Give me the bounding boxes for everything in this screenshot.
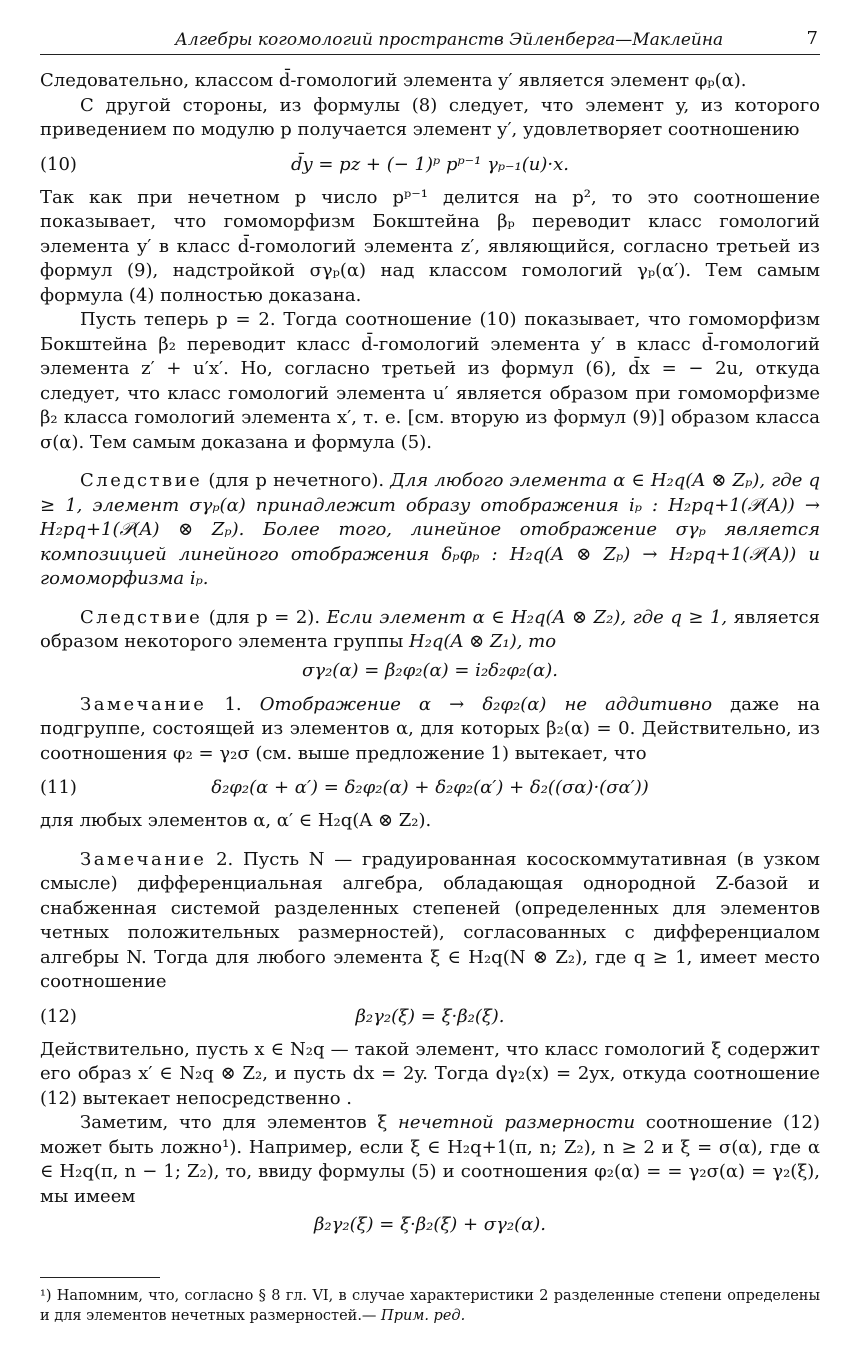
paragraph-6-emphasis: нечетной размерности [398, 1112, 636, 1133]
paragraph-1: Следовательно, классом d̄-гомологий элемента y′ является элемент φₚ(α). [40, 70, 747, 91]
remark-heading: Замечание [80, 848, 207, 870]
remark-text: даже на подгруппе, состоящей из элементов α, для которых β₂(α) = 0. Действительно, из соотношения φ₂ = γ₂σ (см. выше предложение 1) вытекает, что [40, 693, 821, 764]
corollary-statement: Если элемент α ∈ H₂q(A ⊗ Z₂), где q ≥ 1, [326, 606, 728, 628]
footnote [40, 1286, 820, 1326]
equation-body: δ₂φ₂(α + α′) = δ₂φ₂(α) + δ₂φ₂(α′) + δ₂((σα)·(σα′)) [211, 777, 649, 798]
page-number: 7 [806, 28, 818, 49]
remark-heading: Замечание [80, 693, 207, 715]
final-equation: β₂γ₂(ξ) = ξ·β₂(ξ) + σγ₂(α). [313, 1214, 546, 1235]
corollary-text: является образом некоторого элемента группы [40, 606, 820, 652]
corollary-statement-end: H₂q(A ⊗ Z₁), то [409, 631, 557, 652]
paragraph-5: Действительно, пусть x ∈ N₂q — такой элемент, что класс гомологий ξ содержит его образ x′ ∈ N₂q ⊗ Z₂, и пусть dx = 2y. Тогда dγ₂(x) = 2yx, откуда соотношение (12) вытекает непосредственно . [40, 1038, 820, 1109]
remark-text: 2. Пусть N — градуированная кососкоммутативная (в узком смысле) дифференциальная алгебра, обладающая однородной Z-базой и снабженная системой разделенных степеней (определенных для элементов четных положительных размерностей), согласованных с дифференциалом алгебры N. Тогда для любого элемента ξ ∈ H₂q(N ⊗ Z₂), где q ≥ 1, имеет место соотношение [40, 848, 820, 992]
paragraph-2: С другой стороны, из формулы (8) следует, что элемент y, из которого приведением по модулю p получается элемент y′, удовлетворяет соотношению [40, 94, 820, 140]
equation-10 [40, 149, 820, 180]
corollary-condition: (для p нечетного). [202, 470, 391, 491]
equation-11 [40, 772, 820, 803]
equation-body: d̄y = pz + (− 1)ᵖ pᵖ⁻¹ γₚ₋₁(u)·x. [290, 153, 570, 175]
equation-number: (10) [40, 153, 77, 175]
running-header [40, 28, 820, 55]
corollary-condition: (для p = 2). [202, 606, 327, 628]
remark-statement: Отображение α → δ₂φ₂(α) не аддитивно [259, 693, 713, 715]
paragraph-3: Так как при нечетном p число pᵖ⁻¹ делится на p², то это соотношение показывает, что гомоморфизм Бокштейна βₚ переводит класс гомологий элемента y′ в класс d̄-гомологий элемента z′, являющийся, согласно третьей из формул (9), надстройкой σγₚ(α) над классом гомологий γₚ(α′). Тем самым формула (4) полностью доказана. [40, 186, 820, 306]
corollary-heading: Следствие [80, 470, 203, 491]
equation-number: (12) [40, 1005, 77, 1027]
corollary-2-equation: σγ₂(α) = β₂φ₂(α) = i₂δ₂φ₂(α). [302, 659, 558, 681]
corollary-2 [40, 606, 820, 655]
footnote-editor-note: Прим. ред. [381, 1308, 466, 1324]
equation-number: (11) [40, 777, 77, 798]
footnote-rule [40, 1277, 160, 1278]
corollary-1 [40, 469, 820, 592]
remark-2 [40, 848, 820, 995]
paragraph-6-text: Заметим, что для элементов ξ [80, 1112, 399, 1133]
footnote-text: ¹) Напомним, что, согласно § 8 гл. VI, в случае характеристики 2 разделенные степени определены и для элементов нечетных размерностей.— [40, 1288, 820, 1324]
paragraph-after-11: для любых элементов α, α′ ∈ H₂q(A ⊗ Z₂). [40, 810, 432, 831]
paragraph-6-text-end: соотношение (12) может быть ложно¹). Например, если ξ ∈ H₂q+1(π, n; Z₂), n ≥ 2 и ξ = σ(α), где α ∈ H₂q(π, n − 1; Z₂), то, ввиду формулы (5) и соотношения φ₂(α) = = γ₂σ(α) = γ₂(ξ), мы имеем [40, 1112, 820, 1207]
corollary-statement: Для любого элемента α ∈ H₂q(A ⊗ Zₚ), где q ≥ 1, элемент σγₚ(α) принадлежит образу отображения iₚ : H₂pq+1(𝒫(A)) → H₂pq+1(𝒫(A) ⊗ Zₚ). Более того, линейное отображение σγₚ является композицией линейного отображения δₚφₚ : H₂q(A ⊗ Zₚ) → H₂pq+1(𝒫(A)) и гомоморфизма iₚ. [40, 470, 820, 589]
remark-number: 1. [206, 693, 260, 715]
paragraph-6 [40, 1111, 820, 1209]
paragraph-4: Пусть теперь p = 2. Тогда соотношение (10) показывает, что гомоморфизм Бокштейна β₂ переводит класс d̄-гомологий элемента y′ в класс d̄-гомологий элемента z′ + u′x′. Но, согласно третьей из формул (6), d̄x = − 2u, откуда следует, что класс гомологий элемента u′ является образом при гомоморфизме β₂ класса гомологий элемента x′, т. е. [см. вторую из формул (9)] образом класса σ(α). Тем самым доказана и формула (5). [40, 309, 820, 453]
remark-1 [40, 693, 820, 767]
equation-body: β₂γ₂(ξ) = ξ·β₂(ξ). [355, 1005, 505, 1027]
book-page [40, 28, 820, 1326]
corollary-heading: Следствие [80, 606, 203, 628]
equation-12 [40, 1001, 820, 1032]
running-title: Алгебры когомологий пространств Эйленберга—Маклейна [175, 30, 724, 50]
